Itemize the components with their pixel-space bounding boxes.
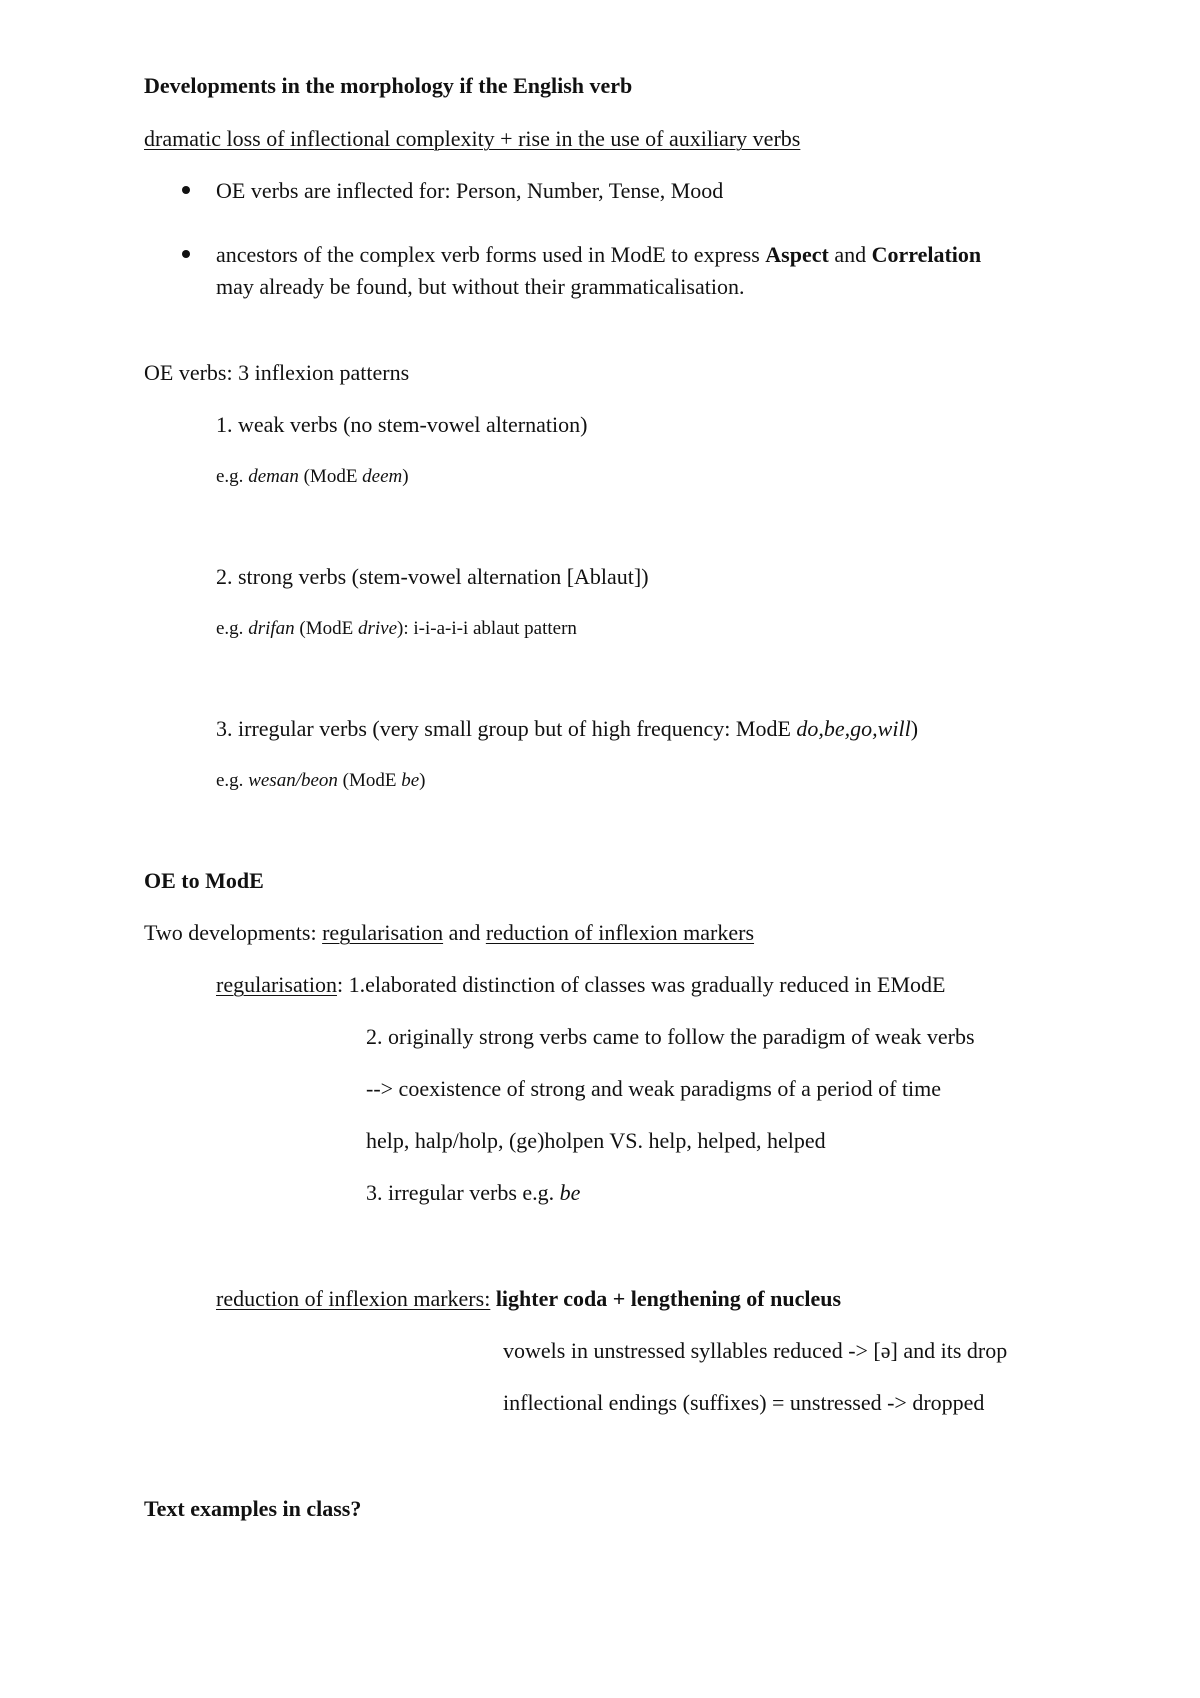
oe-word: wesan/beon <box>248 770 338 791</box>
reduction-term: reduction of inflexion markers <box>485 920 755 945</box>
eg-prefix: e.g. <box>216 770 249 791</box>
two-dev-prefix: Two developments: <box>144 920 323 945</box>
two-developments-line <box>144 920 754 945</box>
bullet-text: ancestors of the complex verb forms used in ModE to express <box>216 242 766 267</box>
regularisation-term: regularisation <box>322 920 444 945</box>
regularisation-item-5 <box>366 1180 580 1205</box>
bullet-item-inflection: OE verbs are inflected for: Person, Number, Tense, Mood <box>216 178 724 203</box>
regularisation-item-1 <box>216 972 945 997</box>
regularisation-item-2: 2. originally strong verbs came to follow the paradigm of weak verbs <box>366 1024 975 1049</box>
weak-verbs-example <box>216 466 409 488</box>
regularisation-item-4: help, halp/holp, (ge)holpen VS. help, helped, helped <box>366 1128 826 1153</box>
regularisation-text: : 1.elaborated distinction of classes was gradually reduced in EModE <box>336 972 946 997</box>
eg-end: ): i-i-a-i-i ablaut pattern <box>397 618 577 639</box>
bullet-dot <box>182 186 190 194</box>
aspect-term: Aspect <box>765 242 829 267</box>
mode-word: drive <box>357 618 398 639</box>
weak-verbs-label: 1. weak verbs (no stem-vowel alternation) <box>216 412 588 437</box>
irregular-end: ) <box>910 716 919 741</box>
reduction-label: reduction of inflexion markers: <box>216 1286 491 1311</box>
strong-verbs-example <box>216 618 577 640</box>
strong-verbs-label: 2. strong verbs (stem-vowel alternation [Ablaut]) <box>216 564 649 589</box>
reduction-item-1: vowels in unstressed syllables reduced -> [ə] and its drop <box>503 1338 1008 1363</box>
irregular-verbs-example <box>216 770 426 792</box>
oe-word: deman <box>248 466 299 487</box>
closing-question: Text examples in class? <box>144 1496 362 1521</box>
conjunction-text: and <box>828 242 872 267</box>
example-word: be <box>559 1180 581 1205</box>
regularisation-text: 3. irregular verbs e.g. <box>366 1180 560 1205</box>
regularisation-item-3: --> coexistence of strong and weak paradigms of a period of time <box>366 1076 942 1101</box>
mode-prefix: (ModE <box>294 618 358 639</box>
bullet-item-ancestors <box>216 242 981 267</box>
reduction-line <box>216 1286 841 1311</box>
bullet-item-ancestors-cont: may already be found, but without their grammaticalisation. <box>216 274 745 299</box>
eg-end: ) <box>402 466 409 487</box>
patterns-heading: OE verbs: 3 inflexion patterns <box>144 360 410 385</box>
mode-word: be <box>401 770 420 791</box>
irregular-examples: do,be,go,will <box>796 716 911 741</box>
mode-prefix: (ModE <box>337 770 402 791</box>
oe-to-mode-heading: OE to ModE <box>144 868 264 893</box>
oe-word: drifan <box>248 618 295 639</box>
bullet-dot <box>182 250 190 258</box>
eg-prefix: e.g. <box>216 618 249 639</box>
irregular-verbs-label <box>216 716 918 741</box>
eg-end: ) <box>419 770 426 791</box>
document-subtitle: dramatic loss of inflectional complexity + rise in the use of auxiliary verbs <box>144 126 801 151</box>
mode-word: deem <box>362 466 403 487</box>
correlation-term: Correlation <box>871 242 982 267</box>
reduction-summary: lighter coda + lengthening of nucleus <box>490 1286 842 1311</box>
mode-prefix: (ModE <box>298 466 363 487</box>
irregular-text: 3. irregular verbs (very small group but of high frequency: ModE <box>216 716 797 741</box>
regularisation-label: regularisation <box>216 972 337 997</box>
reduction-item-2: inflectional endings (suffixes) = unstressed -> dropped <box>503 1390 985 1415</box>
document-title: Developments in the morphology if the English verb <box>144 73 633 98</box>
eg-prefix: e.g. <box>216 466 249 487</box>
conjunction-text: and <box>443 920 486 945</box>
